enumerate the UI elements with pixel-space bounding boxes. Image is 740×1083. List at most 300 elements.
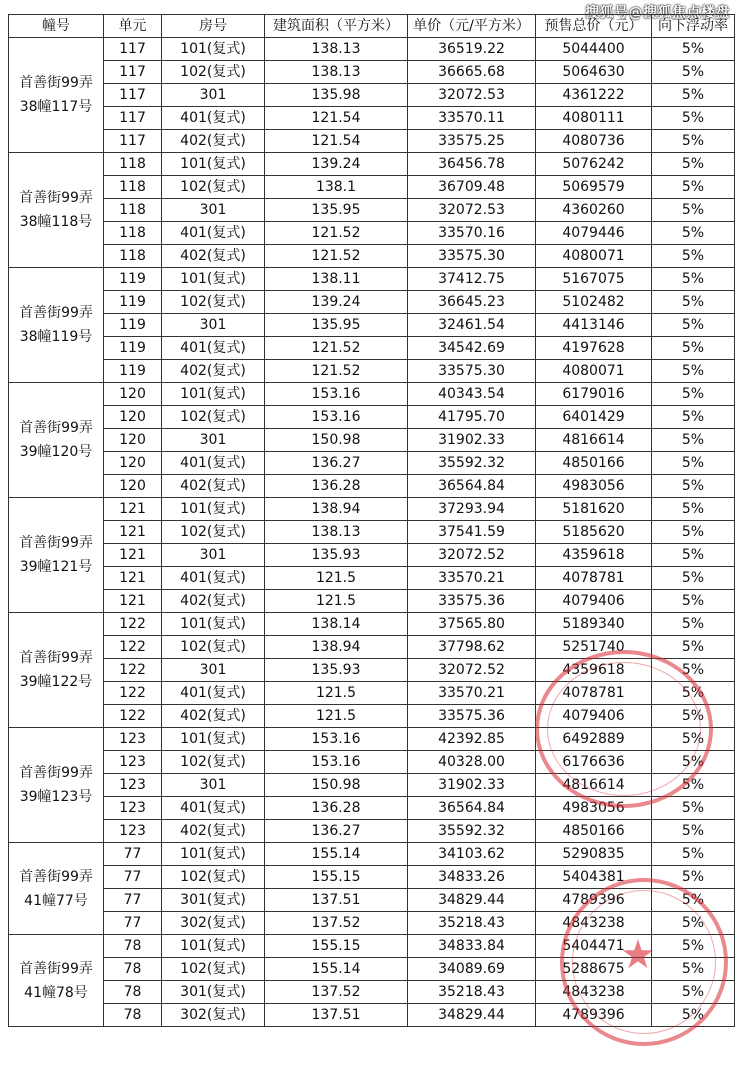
float-rate-cell: 5%	[652, 774, 735, 797]
unit-price-cell: 35218.43	[408, 912, 536, 935]
area-cell: 136.28	[265, 475, 408, 498]
area-cell: 155.15	[265, 866, 408, 889]
float-rate-cell: 5%	[652, 84, 735, 107]
unit-cell: 121	[104, 498, 162, 521]
float-rate-cell: 5%	[652, 682, 735, 705]
total-price-cell: 5251740	[536, 636, 652, 659]
float-rate-cell: 5%	[652, 291, 735, 314]
building-cell: 首善街99弄 39幢121号	[9, 498, 104, 613]
table-row	[9, 153, 735, 176]
table-row	[9, 774, 735, 797]
room-cell: 301(复式)	[162, 889, 265, 912]
room-cell: 402(复式)	[162, 130, 265, 153]
unit-cell: 121	[104, 590, 162, 613]
room-cell: 401(复式)	[162, 567, 265, 590]
unit-cell: 121	[104, 521, 162, 544]
unit-price-cell: 32461.54	[408, 314, 536, 337]
float-rate-cell: 5%	[652, 222, 735, 245]
total-price-cell: 5181620	[536, 498, 652, 521]
room-cell: 102(复式)	[162, 636, 265, 659]
total-price-cell: 4197628	[536, 337, 652, 360]
total-price-cell: 4789396	[536, 889, 652, 912]
room-cell: 102(复式)	[162, 866, 265, 889]
float-rate-cell: 5%	[652, 544, 735, 567]
unit-price-cell: 34542.69	[408, 337, 536, 360]
room-cell: 302(复式)	[162, 1004, 265, 1027]
unit-cell: 78	[104, 1004, 162, 1027]
room-cell: 101(复式)	[162, 728, 265, 751]
total-price-cell: 4080071	[536, 360, 652, 383]
area-cell: 121.54	[265, 130, 408, 153]
area-cell: 121.54	[265, 107, 408, 130]
area-cell: 138.94	[265, 498, 408, 521]
unit-price-cell: 34829.44	[408, 889, 536, 912]
unit-price-cell: 33570.21	[408, 682, 536, 705]
room-cell: 301	[162, 659, 265, 682]
unit-cell: 119	[104, 314, 162, 337]
float-rate-cell: 5%	[652, 958, 735, 981]
table-row	[9, 1004, 735, 1027]
unit-cell: 118	[104, 245, 162, 268]
area-cell: 121.52	[265, 245, 408, 268]
area-cell: 138.13	[265, 38, 408, 61]
unit-price-cell: 33575.25	[408, 130, 536, 153]
header-total-price: 预售总价（元）	[536, 15, 652, 38]
float-rate-cell: 5%	[652, 659, 735, 682]
room-cell: 101(复式)	[162, 153, 265, 176]
area-cell: 121.5	[265, 590, 408, 613]
unit-price-cell: 34829.44	[408, 1004, 536, 1027]
float-rate-cell: 5%	[652, 360, 735, 383]
unit-price-cell: 36456.78	[408, 153, 536, 176]
area-cell: 121.5	[265, 705, 408, 728]
room-cell: 301	[162, 774, 265, 797]
room-cell: 101(复式)	[162, 843, 265, 866]
area-cell: 135.95	[265, 314, 408, 337]
area-cell: 136.27	[265, 452, 408, 475]
total-price-cell: 4789396	[536, 1004, 652, 1027]
header-unit-price: 单价（元/平方米）	[408, 15, 536, 38]
header-float-rate: 向下浮动率	[652, 15, 735, 38]
total-price-cell: 4078781	[536, 567, 652, 590]
room-cell: 402(复式)	[162, 245, 265, 268]
float-rate-cell: 5%	[652, 268, 735, 291]
unit-price-cell: 36564.84	[408, 475, 536, 498]
table-row	[9, 314, 735, 337]
total-price-cell: 5044400	[536, 38, 652, 61]
area-cell: 153.16	[265, 406, 408, 429]
total-price-cell: 4080111	[536, 107, 652, 130]
float-rate-cell: 5%	[652, 912, 735, 935]
area-cell: 137.52	[265, 981, 408, 1004]
float-rate-cell: 5%	[652, 613, 735, 636]
room-cell: 101(复式)	[162, 935, 265, 958]
total-price-cell: 4413146	[536, 314, 652, 337]
area-cell: 121.5	[265, 682, 408, 705]
unit-price-cell: 40328.00	[408, 751, 536, 774]
unit-cell: 77	[104, 889, 162, 912]
table-row	[9, 889, 735, 912]
table-row	[9, 521, 735, 544]
total-price-cell: 4850166	[536, 452, 652, 475]
unit-cell: 123	[104, 820, 162, 843]
price-table-sheet	[8, 14, 734, 1027]
table-row	[9, 222, 735, 245]
unit-price-cell: 37798.62	[408, 636, 536, 659]
area-cell: 150.98	[265, 429, 408, 452]
header-building: 幢号	[9, 15, 104, 38]
float-rate-cell: 5%	[652, 38, 735, 61]
unit-price-cell: 40343.54	[408, 383, 536, 406]
watermark-text: 搜狐号@搜狐焦点楼盘	[585, 5, 730, 21]
room-cell: 101(复式)	[162, 613, 265, 636]
area-cell: 138.11	[265, 268, 408, 291]
room-cell: 301(复式)	[162, 981, 265, 1004]
total-price-cell: 5404471	[536, 935, 652, 958]
room-cell: 402(复式)	[162, 590, 265, 613]
unit-price-cell: 33570.16	[408, 222, 536, 245]
area-cell: 138.1	[265, 176, 408, 199]
table-row	[9, 958, 735, 981]
unit-cell: 78	[104, 981, 162, 1004]
unit-cell: 118	[104, 176, 162, 199]
total-price-cell: 5167075	[536, 268, 652, 291]
table-row	[9, 544, 735, 567]
unit-price-cell: 33575.30	[408, 245, 536, 268]
total-price-cell: 4359618	[536, 544, 652, 567]
unit-cell: 122	[104, 705, 162, 728]
unit-cell: 120	[104, 383, 162, 406]
unit-price-cell: 32072.53	[408, 199, 536, 222]
table-row	[9, 659, 735, 682]
float-rate-cell: 5%	[652, 314, 735, 337]
unit-cell: 117	[104, 84, 162, 107]
table-row	[9, 797, 735, 820]
float-rate-cell: 5%	[652, 130, 735, 153]
total-price-cell: 5404381	[536, 866, 652, 889]
room-cell: 102(复式)	[162, 61, 265, 84]
room-cell: 401(复式)	[162, 682, 265, 705]
unit-price-cell: 33570.11	[408, 107, 536, 130]
unit-cell: 120	[104, 475, 162, 498]
total-price-cell: 5069579	[536, 176, 652, 199]
building-cell: 首善街99弄 39幢120号	[9, 383, 104, 498]
unit-price-cell: 37293.94	[408, 498, 536, 521]
unit-cell: 78	[104, 935, 162, 958]
total-price-cell: 5076242	[536, 153, 652, 176]
unit-price-cell: 42392.85	[408, 728, 536, 751]
unit-price-cell: 34089.69	[408, 958, 536, 981]
area-cell: 135.93	[265, 544, 408, 567]
unit-cell: 119	[104, 291, 162, 314]
unit-cell: 118	[104, 199, 162, 222]
total-price-cell: 4079446	[536, 222, 652, 245]
table-row	[9, 866, 735, 889]
float-rate-cell: 5%	[652, 866, 735, 889]
unit-cell: 120	[104, 452, 162, 475]
table-row	[9, 590, 735, 613]
area-cell: 135.98	[265, 84, 408, 107]
room-cell: 101(复式)	[162, 498, 265, 521]
room-cell: 401(复式)	[162, 797, 265, 820]
float-rate-cell: 5%	[652, 406, 735, 429]
float-rate-cell: 5%	[652, 820, 735, 843]
header-unit: 单元	[104, 15, 162, 38]
building-cell: 首善街99弄 39幢122号	[9, 613, 104, 728]
total-price-cell: 4850166	[536, 820, 652, 843]
table-row	[9, 291, 735, 314]
room-cell: 402(复式)	[162, 705, 265, 728]
float-rate-cell: 5%	[652, 636, 735, 659]
room-cell: 102(复式)	[162, 751, 265, 774]
total-price-cell: 4078781	[536, 682, 652, 705]
float-rate-cell: 5%	[652, 475, 735, 498]
area-cell: 150.98	[265, 774, 408, 797]
unit-cell: 122	[104, 659, 162, 682]
float-rate-cell: 5%	[652, 452, 735, 475]
table-row	[9, 981, 735, 1004]
total-price-cell: 4360260	[536, 199, 652, 222]
float-rate-cell: 5%	[652, 843, 735, 866]
table-row	[9, 682, 735, 705]
room-cell: 401(复式)	[162, 337, 265, 360]
unit-cell: 120	[104, 429, 162, 452]
room-cell: 301	[162, 544, 265, 567]
room-cell: 301	[162, 199, 265, 222]
unit-cell: 118	[104, 222, 162, 245]
total-price-cell: 5102482	[536, 291, 652, 314]
unit-price-cell: 35218.43	[408, 981, 536, 1004]
unit-cell: 77	[104, 866, 162, 889]
total-price-cell: 4079406	[536, 590, 652, 613]
area-cell: 137.52	[265, 912, 408, 935]
header-room: 房号	[162, 15, 265, 38]
unit-price-cell: 31902.33	[408, 429, 536, 452]
float-rate-cell: 5%	[652, 1004, 735, 1027]
table-row	[9, 567, 735, 590]
building-cell: 首善街99弄 41幢78号	[9, 935, 104, 1027]
total-price-cell: 5290835	[536, 843, 652, 866]
room-cell: 402(复式)	[162, 475, 265, 498]
area-cell: 153.16	[265, 383, 408, 406]
table-row	[9, 130, 735, 153]
float-rate-cell: 5%	[652, 590, 735, 613]
table-row	[9, 636, 735, 659]
room-cell: 401(复式)	[162, 222, 265, 245]
room-cell: 101(复式)	[162, 383, 265, 406]
unit-price-cell: 33575.30	[408, 360, 536, 383]
unit-price-cell: 36665.68	[408, 61, 536, 84]
area-cell: 155.15	[265, 935, 408, 958]
total-price-cell: 4816614	[536, 429, 652, 452]
float-rate-cell: 5%	[652, 797, 735, 820]
unit-cell: 118	[104, 153, 162, 176]
table-row	[9, 751, 735, 774]
unit-price-cell: 32072.53	[408, 84, 536, 107]
total-price-cell: 4080736	[536, 130, 652, 153]
room-cell: 301	[162, 84, 265, 107]
area-cell: 138.94	[265, 636, 408, 659]
float-rate-cell: 5%	[652, 981, 735, 1004]
float-rate-cell: 5%	[652, 153, 735, 176]
float-rate-cell: 5%	[652, 889, 735, 912]
table-row	[9, 429, 735, 452]
unit-cell: 117	[104, 61, 162, 84]
float-rate-cell: 5%	[652, 199, 735, 222]
unit-price-cell: 34833.84	[408, 935, 536, 958]
table-row	[9, 705, 735, 728]
total-price-cell: 4080071	[536, 245, 652, 268]
table-row	[9, 107, 735, 130]
float-rate-cell: 5%	[652, 383, 735, 406]
area-cell: 138.13	[265, 521, 408, 544]
area-cell: 135.95	[265, 199, 408, 222]
area-cell: 135.93	[265, 659, 408, 682]
area-cell: 155.14	[265, 958, 408, 981]
room-cell: 301	[162, 429, 265, 452]
building-cell: 首善街99弄 38幢118号	[9, 153, 104, 268]
room-cell: 302(复式)	[162, 912, 265, 935]
float-rate-cell: 5%	[652, 705, 735, 728]
unit-price-cell: 34103.62	[408, 843, 536, 866]
table-row	[9, 728, 735, 751]
table-row	[9, 935, 735, 958]
room-cell: 301	[162, 314, 265, 337]
room-cell: 102(复式)	[162, 521, 265, 544]
unit-price-cell: 36645.23	[408, 291, 536, 314]
table-row	[9, 337, 735, 360]
unit-cell: 122	[104, 636, 162, 659]
table-row	[9, 820, 735, 843]
unit-cell: 77	[104, 912, 162, 935]
area-cell: 136.28	[265, 797, 408, 820]
area-cell: 121.52	[265, 337, 408, 360]
building-cell: 首善街99弄 39幢123号	[9, 728, 104, 843]
room-cell: 102(复式)	[162, 958, 265, 981]
unit-price-cell: 32072.52	[408, 544, 536, 567]
total-price-cell: 6179016	[536, 383, 652, 406]
table-row	[9, 383, 735, 406]
unit-price-cell: 32072.52	[408, 659, 536, 682]
table-row	[9, 268, 735, 291]
total-price-cell: 4983056	[536, 797, 652, 820]
table-row	[9, 84, 735, 107]
unit-cell: 121	[104, 567, 162, 590]
unit-cell: 123	[104, 751, 162, 774]
unit-price-cell: 33575.36	[408, 590, 536, 613]
unit-cell: 117	[104, 38, 162, 61]
unit-price-cell: 37541.59	[408, 521, 536, 544]
total-price-cell: 5185620	[536, 521, 652, 544]
float-rate-cell: 5%	[652, 429, 735, 452]
float-rate-cell: 5%	[652, 245, 735, 268]
float-rate-cell: 5%	[652, 107, 735, 130]
total-price-cell: 4843238	[536, 981, 652, 1004]
building-cell: 首善街99弄 38幢117号	[9, 38, 104, 153]
table-header-row	[9, 15, 735, 38]
float-rate-cell: 5%	[652, 61, 735, 84]
float-rate-cell: 5%	[652, 935, 735, 958]
unit-cell: 121	[104, 544, 162, 567]
area-cell: 121.5	[265, 567, 408, 590]
table-row	[9, 452, 735, 475]
room-cell: 401(复式)	[162, 452, 265, 475]
room-cell: 101(复式)	[162, 38, 265, 61]
total-price-cell: 5064630	[536, 61, 652, 84]
header-area: 建筑面积（平方米）	[265, 15, 408, 38]
table-row	[9, 843, 735, 866]
area-cell: 121.52	[265, 360, 408, 383]
unit-price-cell: 34833.26	[408, 866, 536, 889]
room-cell: 101(复式)	[162, 268, 265, 291]
unit-price-cell: 37412.75	[408, 268, 536, 291]
table-body	[9, 38, 735, 1027]
total-price-cell: 4816614	[536, 774, 652, 797]
area-cell: 136.27	[265, 820, 408, 843]
table-row	[9, 199, 735, 222]
float-rate-cell: 5%	[652, 498, 735, 521]
unit-cell: 123	[104, 774, 162, 797]
total-price-cell: 6492889	[536, 728, 652, 751]
room-cell: 401(复式)	[162, 107, 265, 130]
unit-price-cell: 36564.84	[408, 797, 536, 820]
table-row	[9, 406, 735, 429]
unit-price-cell: 35592.32	[408, 452, 536, 475]
unit-cell: 122	[104, 682, 162, 705]
building-cell: 首善街99弄 38幢119号	[9, 268, 104, 383]
unit-cell: 119	[104, 360, 162, 383]
float-rate-cell: 5%	[652, 567, 735, 590]
area-cell: 153.16	[265, 728, 408, 751]
unit-price-cell: 36519.22	[408, 38, 536, 61]
unit-cell: 123	[104, 797, 162, 820]
unit-price-cell: 33575.36	[408, 705, 536, 728]
area-cell: 139.24	[265, 291, 408, 314]
unit-price-cell: 36709.48	[408, 176, 536, 199]
table-row	[9, 61, 735, 84]
area-cell: 138.14	[265, 613, 408, 636]
area-cell: 121.52	[265, 222, 408, 245]
unit-price-cell: 31902.33	[408, 774, 536, 797]
area-cell: 138.13	[265, 61, 408, 84]
table-row	[9, 498, 735, 521]
unit-price-cell: 33570.21	[408, 567, 536, 590]
float-rate-cell: 5%	[652, 728, 735, 751]
total-price-cell: 4983056	[536, 475, 652, 498]
unit-price-cell: 35592.32	[408, 820, 536, 843]
total-price-cell: 5288675	[536, 958, 652, 981]
table-row	[9, 360, 735, 383]
float-rate-cell: 5%	[652, 176, 735, 199]
unit-cell: 77	[104, 843, 162, 866]
total-price-cell: 5189340	[536, 613, 652, 636]
area-cell: 155.14	[265, 843, 408, 866]
float-rate-cell: 5%	[652, 751, 735, 774]
unit-cell: 119	[104, 268, 162, 291]
seal-star-icon: ★	[620, 932, 656, 978]
area-cell: 137.51	[265, 889, 408, 912]
area-cell: 137.51	[265, 1004, 408, 1027]
room-cell: 402(复式)	[162, 360, 265, 383]
table-row	[9, 176, 735, 199]
table-row	[9, 245, 735, 268]
table-row	[9, 475, 735, 498]
float-rate-cell: 5%	[652, 521, 735, 544]
unit-cell: 122	[104, 613, 162, 636]
total-price-cell: 4359618	[536, 659, 652, 682]
room-cell: 102(复式)	[162, 176, 265, 199]
unit-price-cell: 41795.70	[408, 406, 536, 429]
